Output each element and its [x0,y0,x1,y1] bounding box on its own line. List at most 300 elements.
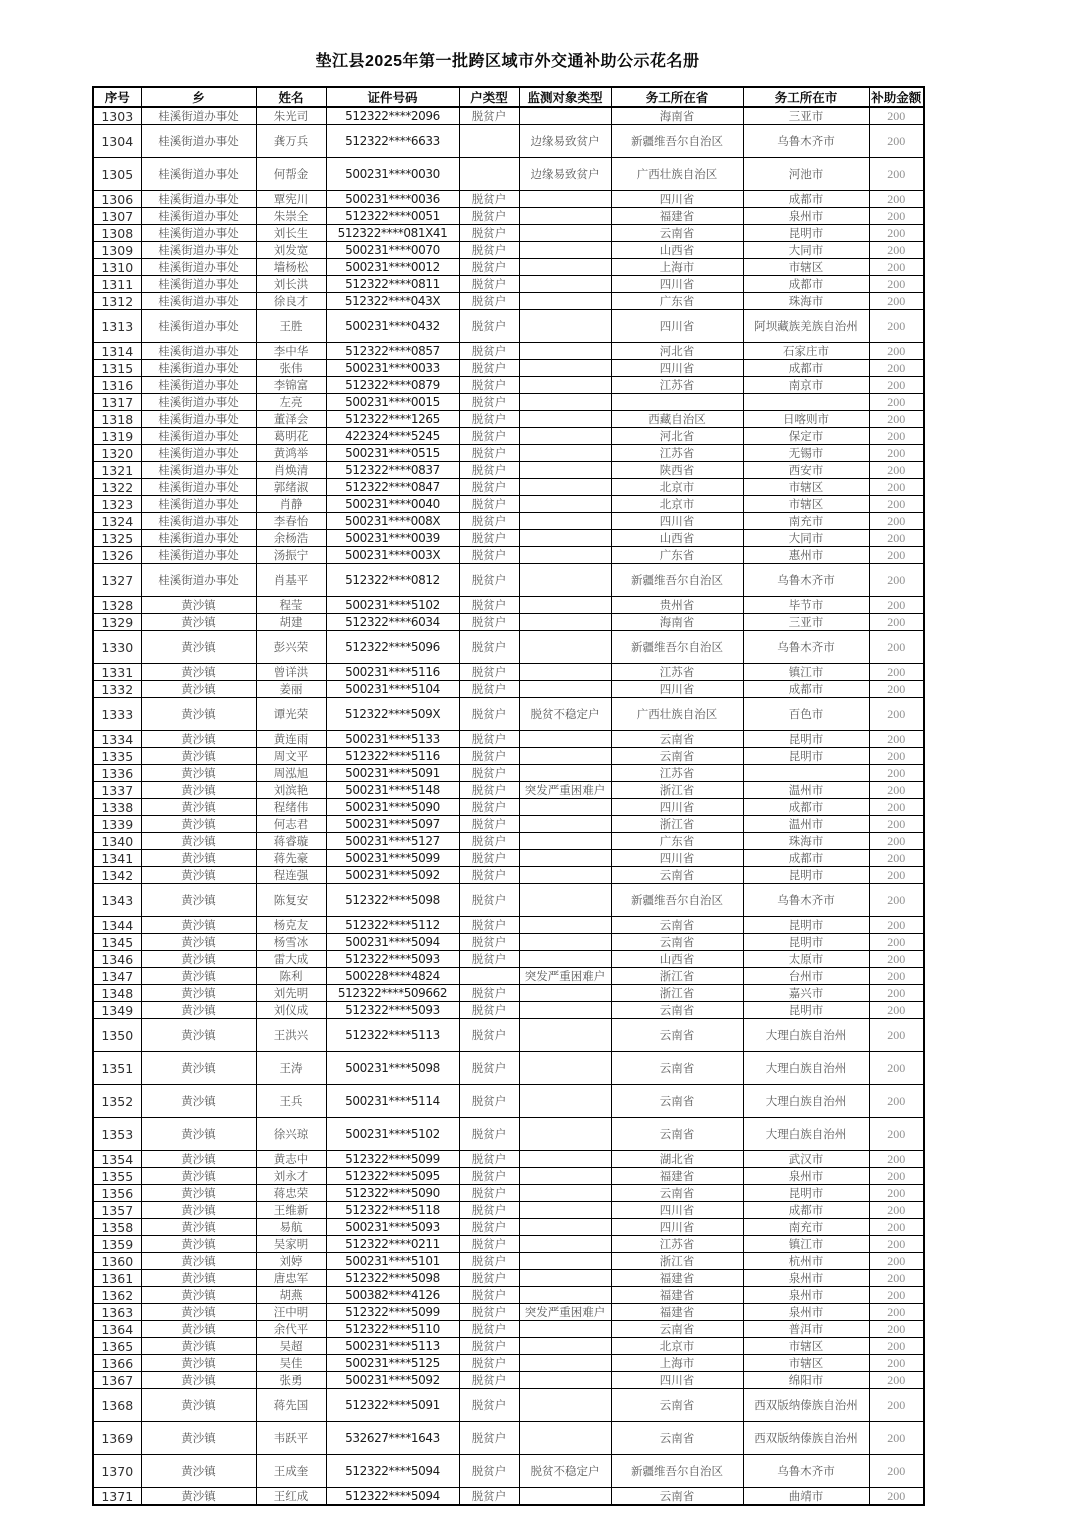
cell-household: 脱贫户 [459,496,519,513]
cell-township: 黄沙镇 [141,1338,256,1355]
cell-city: 石家庄市 [743,343,869,360]
cell-id: 500231****5099 [326,850,459,867]
cell-city: 市辖区 [743,496,869,513]
cell-amount: 200 [869,360,924,377]
cell-township: 黄沙镇 [141,799,256,816]
table-row [93,225,924,242]
cell-amount: 200 [869,343,924,360]
cell-household: 脱贫户 [459,479,519,496]
cell-city: 杭州市 [743,1253,869,1270]
cell-province: 云南省 [611,867,743,884]
cell-city: 三亚市 [743,614,869,631]
cell-monitor [519,293,611,310]
cell-township: 黄沙镇 [141,816,256,833]
table-row [93,951,924,968]
cell-province: 四川省 [611,1219,743,1236]
cell-monitor [519,1422,611,1455]
cell-amount: 200 [869,1270,924,1287]
cell-id: 512322****0847 [326,479,459,496]
cell-name: 杨克友 [256,917,326,934]
table-row [93,748,924,765]
cell-name: 王兵 [256,1085,326,1118]
cell-name: 董泽会 [256,411,326,428]
cell-household: 脱贫户 [459,1455,519,1488]
cell-township: 黄沙镇 [141,731,256,748]
cell-id: 512322****5118 [326,1202,459,1219]
cell-id: 512322****5112 [326,917,459,934]
cell-id: 500231****0040 [326,496,459,513]
cell-amount: 200 [869,225,924,242]
cell-city: 西安市 [743,462,869,479]
cell-township: 黄沙镇 [141,1236,256,1253]
cell-no: 1350 [93,1019,141,1052]
cell-no: 1354 [93,1151,141,1168]
cell-province: 浙江省 [611,968,743,985]
cell-household: 脱贫户 [459,884,519,917]
cell-household: 脱贫户 [459,1253,519,1270]
table-row [93,731,924,748]
cell-amount: 200 [869,968,924,985]
cell-id: 512322****0857 [326,343,459,360]
cell-province: 江苏省 [611,765,743,782]
cell-township: 黄沙镇 [141,681,256,698]
cell-monitor [519,428,611,445]
cell-id: 512322****5093 [326,1002,459,1019]
cell-id: 500231****5091 [326,765,459,782]
cell-no: 1345 [93,934,141,951]
table-row [93,833,924,850]
table-row [93,597,924,614]
cell-province: 山西省 [611,951,743,968]
cell-no: 1305 [93,158,141,191]
cell-name: 吴佳 [256,1355,326,1372]
cell-province: 云南省 [611,1321,743,1338]
cell-township: 桂溪街道办事处 [141,377,256,394]
cell-province: 上海市 [611,259,743,276]
cell-amount: 200 [869,158,924,191]
cell-name: 黄志中 [256,1151,326,1168]
cell-monitor: 边缘易致贫户 [519,125,611,158]
cell-monitor [519,1019,611,1052]
cell-monitor [519,833,611,850]
cell-household: 脱贫户 [459,564,519,597]
cell-no: 1366 [93,1355,141,1372]
cell-province: 四川省 [611,1372,743,1389]
table-row [93,530,924,547]
table-row [93,1389,924,1422]
cell-household: 脱贫户 [459,748,519,765]
cell-city: 毕节市 [743,597,869,614]
cell-province: 四川省 [611,850,743,867]
cell-household: 脱贫户 [459,934,519,951]
cell-monitor [519,377,611,394]
cell-id: 512322****509662 [326,985,459,1002]
cell-city: 大同市 [743,242,869,259]
cell-no: 1307 [93,208,141,225]
cell-name: 王成奎 [256,1455,326,1488]
cell-province: 广东省 [611,547,743,564]
cell-monitor [519,1488,611,1506]
cell-monitor [519,614,611,631]
cell-township: 桂溪街道办事处 [141,360,256,377]
cell-city: 成都市 [743,360,869,377]
cell-name: 谭光荣 [256,698,326,731]
cell-monitor [519,191,611,208]
cell-household: 脱贫户 [459,276,519,293]
table-row [93,614,924,631]
cell-monitor: 边缘易致贫户 [519,158,611,191]
cell-no: 1314 [93,343,141,360]
cell-name: 周文平 [256,748,326,765]
cell-household [459,968,519,985]
cell-id: 500231****0012 [326,259,459,276]
cell-province: 云南省 [611,1118,743,1151]
cell-name: 朱崇全 [256,208,326,225]
cell-township: 桂溪街道办事处 [141,564,256,597]
cell-province: 云南省 [611,1019,743,1052]
cell-province: 云南省 [611,1488,743,1506]
cell-monitor [519,1085,611,1118]
cell-township: 黄沙镇 [141,1168,256,1185]
cell-city: 市辖区 [743,479,869,496]
cell-monitor [519,1202,611,1219]
cell-household: 脱贫户 [459,698,519,731]
cell-monitor: 脱贫不稳定户 [519,698,611,731]
cell-township: 黄沙镇 [141,1118,256,1151]
table-row [93,1185,924,1202]
cell-id: 512322****0837 [326,462,459,479]
cell-household: 脱贫户 [459,377,519,394]
cell-amount: 200 [869,411,924,428]
cell-province [611,394,743,411]
cell-no: 1341 [93,850,141,867]
cell-monitor: 突发严重困难户 [519,968,611,985]
cell-province: 云南省 [611,748,743,765]
cell-no: 1344 [93,917,141,934]
table-row [93,1052,924,1085]
cell-name: 吴家明 [256,1236,326,1253]
cell-id: 500231****008X [326,513,459,530]
cell-monitor [519,850,611,867]
table-row [93,360,924,377]
cell-id: 500231****5102 [326,1118,459,1151]
cell-amount: 200 [869,310,924,343]
cell-amount: 200 [869,462,924,479]
cell-no: 1312 [93,293,141,310]
column-header-monitor: 监测对象类型 [519,87,611,107]
cell-id: 500231****5102 [326,597,459,614]
cell-name: 刘长生 [256,225,326,242]
cell-name: 张伟 [256,360,326,377]
cell-no: 1331 [93,664,141,681]
cell-province: 云南省 [611,1002,743,1019]
cell-household: 脱贫户 [459,360,519,377]
cell-province: 广东省 [611,293,743,310]
table-row [93,377,924,394]
cell-no: 1313 [93,310,141,343]
cell-id: 512322****5098 [326,884,459,917]
cell-name: 王维新 [256,1202,326,1219]
cell-province: 云南省 [611,731,743,748]
cell-amount: 200 [869,731,924,748]
cell-name: 曾详洪 [256,664,326,681]
cell-name: 李锦富 [256,377,326,394]
cell-city: 大理白族自治州 [743,1019,869,1052]
cell-city: 昆明市 [743,1002,869,1019]
cell-amount: 200 [869,107,924,125]
cell-id: 512322****0879 [326,377,459,394]
cell-township: 桂溪街道办事处 [141,445,256,462]
cell-no: 1324 [93,513,141,530]
cell-city: 惠州市 [743,547,869,564]
cell-id: 512322****081X41 [326,225,459,242]
cell-amount: 200 [869,765,924,782]
cell-household: 脱贫户 [459,1185,519,1202]
cell-household: 脱贫户 [459,1019,519,1052]
cell-city: 成都市 [743,191,869,208]
table-header [93,87,924,107]
cell-household [459,125,519,158]
cell-household: 脱贫户 [459,1236,519,1253]
table-row [93,462,924,479]
cell-amount: 200 [869,1219,924,1236]
cell-township: 黄沙镇 [141,1185,256,1202]
cell-household: 脱贫户 [459,799,519,816]
cell-name: 徐良才 [256,293,326,310]
cell-province: 北京市 [611,479,743,496]
cell-id: 512322****5110 [326,1321,459,1338]
cell-amount: 200 [869,242,924,259]
cell-no: 1325 [93,530,141,547]
cell-province: 江苏省 [611,1236,743,1253]
table-row [93,208,924,225]
cell-no: 1355 [93,1168,141,1185]
cell-no: 1367 [93,1372,141,1389]
cell-city: 成都市 [743,1202,869,1219]
table-row [93,259,924,276]
cell-township: 黄沙镇 [141,698,256,731]
cell-no: 1358 [93,1219,141,1236]
cell-monitor [519,1151,611,1168]
cell-city: 乌鲁木齐市 [743,631,869,664]
table-row [93,1270,924,1287]
cell-township: 黄沙镇 [141,1287,256,1304]
cell-province: 海南省 [611,107,743,125]
cell-id: 500231****5114 [326,1085,459,1118]
cell-monitor [519,1270,611,1287]
table-row [93,968,924,985]
cell-province: 新疆维吾尔自治区 [611,564,743,597]
table-row [93,1236,924,1253]
cell-township: 黄沙镇 [141,917,256,934]
cell-name: 刘婷 [256,1253,326,1270]
cell-amount: 200 [869,1455,924,1488]
cell-name: 彭兴荣 [256,631,326,664]
cell-monitor [519,1389,611,1422]
table-row [93,513,924,530]
cell-household: 脱贫户 [459,1355,519,1372]
cell-township: 黄沙镇 [141,1321,256,1338]
cell-township: 桂溪街道办事处 [141,462,256,479]
cell-id: 500231****5093 [326,1219,459,1236]
cell-id: 512322****5099 [326,1151,459,1168]
cell-township: 黄沙镇 [141,1488,256,1506]
cell-monitor [519,951,611,968]
cell-monitor [519,681,611,698]
cell-no: 1338 [93,799,141,816]
cell-no: 1310 [93,259,141,276]
column-header-amount: 补助金额 [869,87,924,107]
cell-name: 韦跃平 [256,1422,326,1455]
cell-province: 四川省 [611,360,743,377]
cell-household: 脱贫户 [459,1052,519,1085]
cell-household: 脱贫户 [459,631,519,664]
cell-monitor [519,310,611,343]
cell-township: 黄沙镇 [141,867,256,884]
cell-name: 王红成 [256,1488,326,1506]
cell-name: 刘长洪 [256,276,326,293]
cell-household: 脱贫户 [459,1270,519,1287]
cell-no: 1320 [93,445,141,462]
cell-no: 1327 [93,564,141,597]
cell-city: 大理白族自治州 [743,1118,869,1151]
table-row [93,867,924,884]
cell-township: 桂溪街道办事处 [141,191,256,208]
cell-township: 桂溪街道办事处 [141,242,256,259]
table-row [93,698,924,731]
table-row [93,158,924,191]
cell-monitor [519,731,611,748]
cell-household: 脱贫户 [459,985,519,1002]
cell-id: 512322****0811 [326,276,459,293]
cell-name: 李中华 [256,343,326,360]
cell-amount: 200 [869,631,924,664]
cell-no: 1330 [93,631,141,664]
cell-township: 黄沙镇 [141,614,256,631]
cell-id: 500382****4126 [326,1287,459,1304]
cell-no: 1319 [93,428,141,445]
cell-id: 500231****0033 [326,360,459,377]
cell-id: 512322****5094 [326,1455,459,1488]
cell-township: 桂溪街道办事处 [141,479,256,496]
cell-amount: 200 [869,1304,924,1321]
cell-amount: 200 [869,1422,924,1455]
cell-township: 桂溪街道办事处 [141,259,256,276]
cell-no: 1332 [93,681,141,698]
cell-name: 汤振宁 [256,547,326,564]
cell-city: 河池市 [743,158,869,191]
table-row [93,1002,924,1019]
table-row [93,276,924,293]
cell-name: 刘发宽 [256,242,326,259]
cell-id: 512322****5116 [326,748,459,765]
cell-household: 脱贫户 [459,394,519,411]
cell-province: 广东省 [611,833,743,850]
cell-city: 南充市 [743,1219,869,1236]
table-row [93,479,924,496]
cell-monitor [519,1287,611,1304]
cell-amount: 200 [869,1019,924,1052]
cell-city: 绵阳市 [743,1372,869,1389]
cell-city: 昆明市 [743,225,869,242]
cell-no: 1316 [93,377,141,394]
cell-no: 1309 [93,242,141,259]
cell-township: 桂溪街道办事处 [141,411,256,428]
cell-no: 1322 [93,479,141,496]
cell-monitor [519,816,611,833]
cell-city: 市辖区 [743,259,869,276]
cell-name: 肖焕清 [256,462,326,479]
cell-city: 大理白族自治州 [743,1052,869,1085]
cell-amount: 200 [869,1151,924,1168]
cell-city: 曲靖市 [743,1488,869,1506]
cell-amount: 200 [869,698,924,731]
cell-amount: 200 [869,293,924,310]
cell-household: 脱贫户 [459,1118,519,1151]
cell-province: 四川省 [611,513,743,530]
cell-monitor [519,496,611,513]
cell-monitor [519,1321,611,1338]
cell-monitor [519,1236,611,1253]
cell-amount: 200 [869,1168,924,1185]
cell-name: 胡建 [256,614,326,631]
cell-province: 云南省 [611,1185,743,1202]
cell-amount: 200 [869,394,924,411]
cell-name: 吴超 [256,1338,326,1355]
cell-province: 四川省 [611,310,743,343]
cell-amount: 200 [869,1185,924,1202]
cell-household: 脱贫户 [459,917,519,934]
table-row [93,782,924,799]
table-row [93,343,924,360]
cell-name: 刘仪成 [256,1002,326,1019]
cell-province: 福建省 [611,208,743,225]
cell-province: 新疆维吾尔自治区 [611,884,743,917]
table-row [93,1321,924,1338]
cell-city: 无锡市 [743,445,869,462]
cell-township: 黄沙镇 [141,1389,256,1422]
cell-amount: 200 [869,1355,924,1372]
cell-no: 1303 [93,107,141,125]
cell-monitor [519,394,611,411]
cell-monitor [519,513,611,530]
cell-name: 何志君 [256,816,326,833]
cell-monitor [519,631,611,664]
cell-monitor [519,1219,611,1236]
cell-city: 成都市 [743,799,869,816]
cell-amount: 200 [869,664,924,681]
table-row [93,107,924,125]
cell-household: 脱贫户 [459,428,519,445]
cell-city: 温州市 [743,782,869,799]
cell-no: 1328 [93,597,141,614]
table-row [93,1253,924,1270]
cell-id: 512322****2096 [326,107,459,125]
cell-province: 云南省 [611,917,743,934]
table-row [93,293,924,310]
cell-province: 云南省 [611,1389,743,1422]
cell-id: 512322****5093 [326,951,459,968]
cell-no: 1353 [93,1118,141,1151]
cell-province: 上海市 [611,1355,743,1372]
column-header-household: 户类型 [459,87,519,107]
cell-monitor [519,1372,611,1389]
cell-name: 刘滨艳 [256,782,326,799]
cell-name: 陈利 [256,968,326,985]
cell-no: 1334 [93,731,141,748]
cell-name: 程连强 [256,867,326,884]
cell-city: 成都市 [743,681,869,698]
